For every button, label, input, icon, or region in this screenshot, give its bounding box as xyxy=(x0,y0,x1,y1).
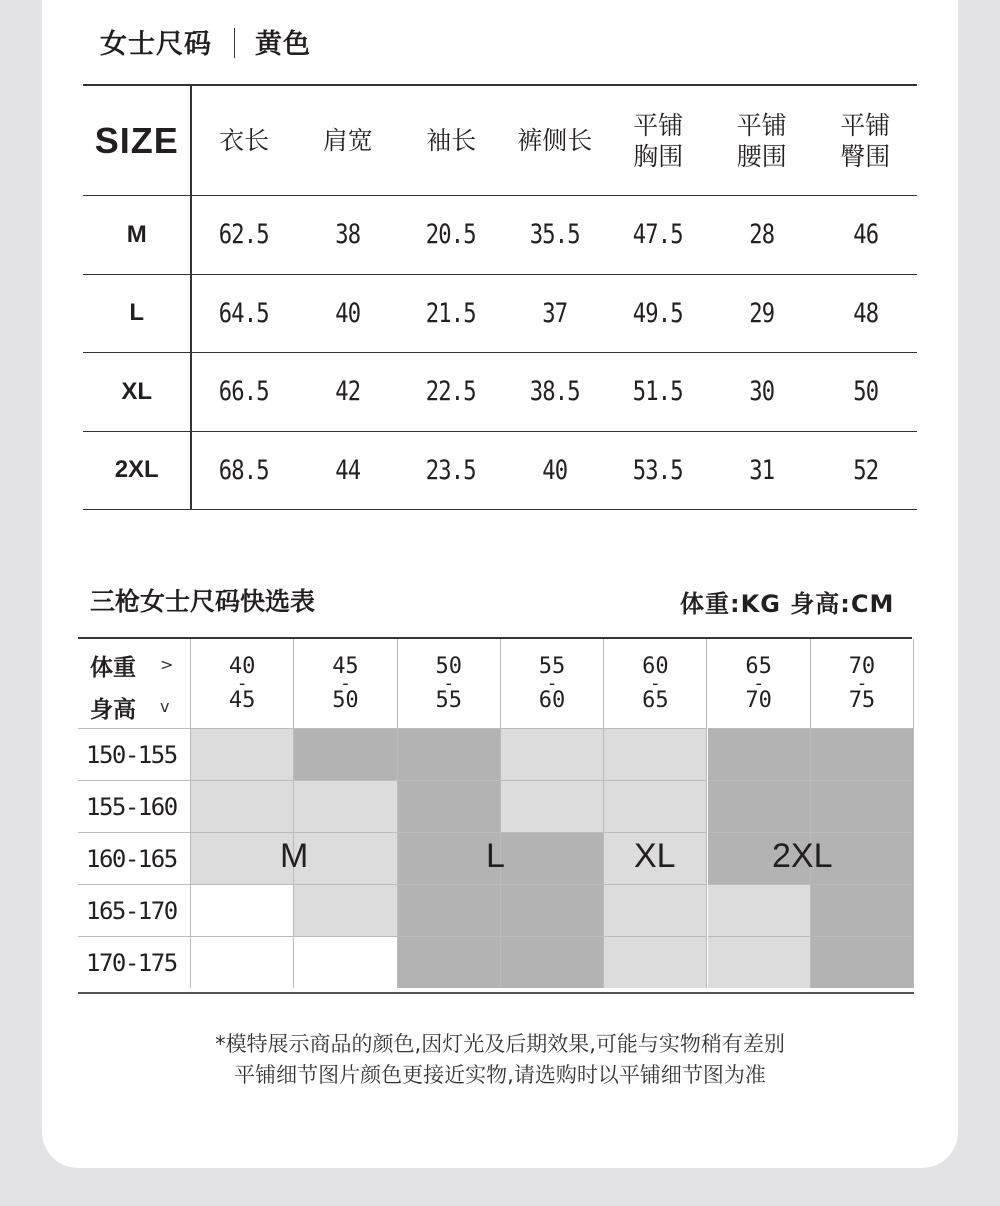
measure-value: 29 xyxy=(749,297,775,329)
size-cell xyxy=(294,728,397,780)
title-text: 女士尺码 xyxy=(100,29,212,60)
measure-value: 40 xyxy=(542,454,568,486)
measure-value: 42 xyxy=(335,376,361,408)
weight-label: 体重 xyxy=(90,655,136,681)
size-cell xyxy=(398,780,501,832)
measure-value: 20.5 xyxy=(426,219,477,251)
height-range-label: 150-155 xyxy=(78,728,191,780)
table-row xyxy=(83,275,917,354)
color-text: 黄色 xyxy=(255,29,311,60)
measure-value: 30 xyxy=(749,376,775,408)
measure-value: 38.5 xyxy=(529,376,580,408)
size-cell xyxy=(604,884,707,936)
size-cell xyxy=(811,780,914,832)
size-label: L xyxy=(83,275,192,353)
size-table-header xyxy=(83,84,917,196)
size-cell xyxy=(294,936,397,988)
size-cell xyxy=(811,936,914,988)
size-cell xyxy=(294,780,397,832)
weight-arrow: > xyxy=(160,655,174,674)
size-cell xyxy=(501,780,604,832)
measure-value: 47.5 xyxy=(633,219,684,251)
size-table xyxy=(83,84,917,510)
size-cell xyxy=(398,884,501,936)
size-cell xyxy=(294,884,397,936)
measure-value: 40 xyxy=(335,297,361,329)
size-cell xyxy=(191,936,294,988)
quick-select-title: 三枪女士尺码快选表 xyxy=(90,587,316,616)
table-bottom-rule xyxy=(78,992,914,994)
weight-range-header: 50 - 55 xyxy=(398,639,501,728)
table-row xyxy=(83,432,917,511)
size-cell xyxy=(501,728,604,780)
measure-value: 62.5 xyxy=(219,219,270,251)
header-cell: SIZE xyxy=(83,86,192,195)
note-line-2: 平铺细节图片颜色更接近实物,请选购时以平铺细节图为准 xyxy=(234,1063,766,1087)
size-cell xyxy=(191,832,294,884)
size-cell xyxy=(708,780,811,832)
size-label: 2XL xyxy=(83,432,192,510)
measure-value: 48 xyxy=(852,297,878,329)
page-title xyxy=(100,22,311,61)
size-region-label: XL xyxy=(634,837,676,875)
weight-range-header: 70 - 75 xyxy=(811,639,914,728)
size-cell xyxy=(811,728,914,780)
measure-value: 23.5 xyxy=(426,454,477,486)
weight-range-header: 45 - 50 xyxy=(294,639,397,728)
size-label: M xyxy=(83,196,192,274)
measure-value: 49.5 xyxy=(633,297,684,329)
weight-range-header: 40 - 45 xyxy=(191,639,294,728)
size-cell xyxy=(398,936,501,988)
header-cell: 平铺 胸围 xyxy=(633,110,684,171)
table-row xyxy=(83,353,917,432)
height-range-label: 170-175 xyxy=(78,936,191,988)
weight-range-header: 65 - 70 xyxy=(708,639,811,728)
measure-value: 37 xyxy=(542,297,568,329)
height-range-label: 160-165 xyxy=(78,832,191,884)
measure-value: 46 xyxy=(852,219,878,251)
measure-value: 21.5 xyxy=(426,297,477,329)
measure-value: 28 xyxy=(749,219,775,251)
table-row xyxy=(83,196,917,275)
measure-value: 50 xyxy=(852,376,878,408)
header-cell: 平铺 臀围 xyxy=(840,110,891,171)
size-cell xyxy=(811,884,914,936)
size-cell xyxy=(501,936,604,988)
measure-value: 66.5 xyxy=(219,376,270,408)
header-cell: 袖长 xyxy=(426,126,477,155)
quick-select-table xyxy=(78,637,914,994)
height-label: 身高 xyxy=(90,697,136,723)
header-cell: 裤侧长 xyxy=(517,126,593,155)
height-arrow: v xyxy=(160,697,170,716)
header-cell: 肩宽 xyxy=(322,126,373,155)
size-cell xyxy=(708,884,811,936)
size-cell xyxy=(191,780,294,832)
measure-value: 52 xyxy=(852,454,878,486)
measure-value: 44 xyxy=(335,454,361,486)
measure-value: 31 xyxy=(749,454,775,486)
height-range-label: 155-160 xyxy=(78,780,191,832)
title-divider xyxy=(234,28,235,58)
size-cell xyxy=(191,884,294,936)
size-cell xyxy=(398,728,501,780)
size-cell xyxy=(191,728,294,780)
size-region-label: L xyxy=(486,837,505,875)
size-region-label: M xyxy=(280,837,309,875)
measure-value: 64.5 xyxy=(219,297,270,329)
quick-select-units: 体重:KG 身高:CM xyxy=(680,590,895,618)
measure-value: 53.5 xyxy=(633,454,684,486)
size-cell xyxy=(708,936,811,988)
weight-range-header: 55 - 60 xyxy=(501,639,604,728)
measure-value: 22.5 xyxy=(426,376,477,408)
measure-value: 35.5 xyxy=(529,219,580,251)
size-cell xyxy=(604,936,707,988)
header-cell: 平铺 腰围 xyxy=(736,110,787,171)
corner-header xyxy=(78,639,191,728)
height-range-label: 165-170 xyxy=(78,884,191,936)
measure-value: 38 xyxy=(335,219,361,251)
weight-range-header: 60 - 65 xyxy=(604,639,707,728)
size-cell xyxy=(501,832,604,884)
size-label: XL xyxy=(83,353,192,431)
measure-value: 68.5 xyxy=(219,454,270,486)
header-cell: 衣长 xyxy=(219,126,270,155)
size-cell xyxy=(501,884,604,936)
note-line-1: *模特展示商品的颜色,因灯光及后期效果,可能与实物稍有差别 xyxy=(215,1032,785,1056)
measure-value: 51.5 xyxy=(633,376,684,408)
size-cell xyxy=(604,780,707,832)
size-cell xyxy=(604,728,707,780)
size-cell xyxy=(294,832,397,884)
size-region-label: 2XL xyxy=(772,837,833,875)
size-cell xyxy=(708,728,811,780)
